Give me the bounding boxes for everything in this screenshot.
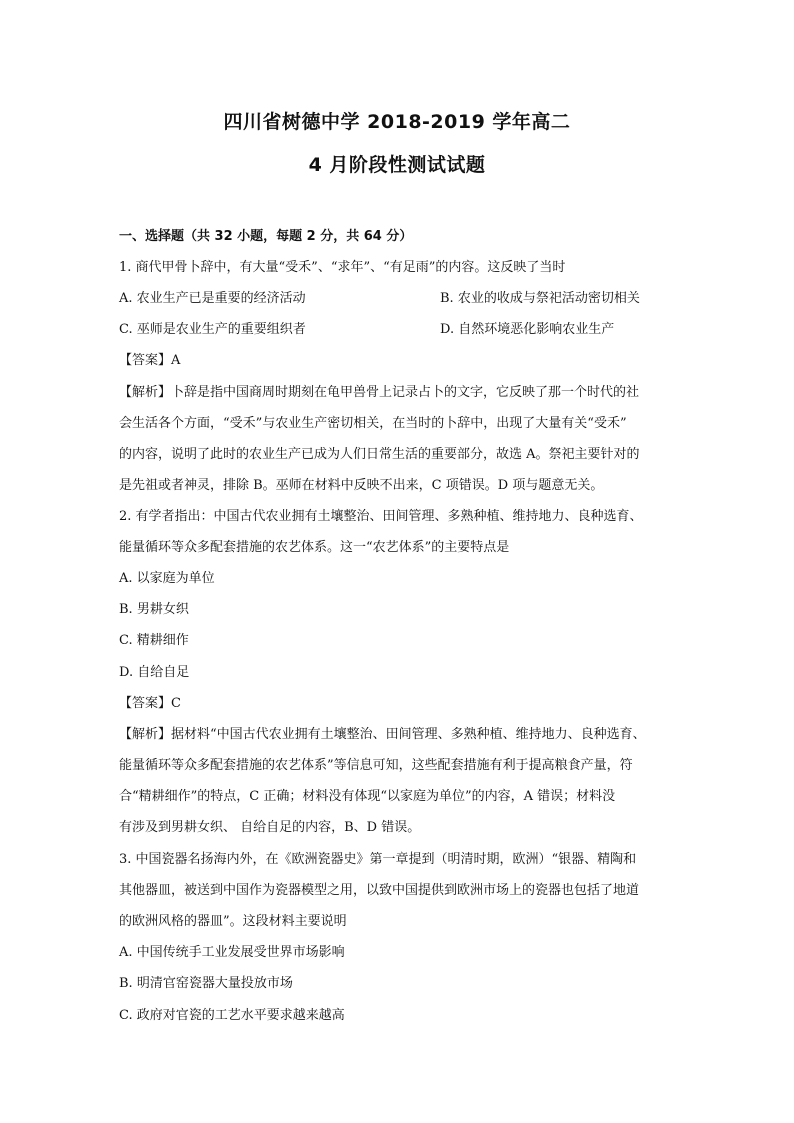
question-1-analysis-line: 是先祖或者神灵，排除 B。巫师在材料中反映不出来，C 项错误。D 项与题意无关。 bbox=[119, 478, 604, 493]
question-1-option-c: C. 巫师是农业生产的重要组织者 bbox=[119, 322, 306, 337]
question-2-stem-line: 2. 有学者指出：中国古代农业拥有土壤整治、田间管理、多熟种植、维持地力、良种选育、 bbox=[119, 509, 643, 524]
document-title-line-2: 4 月阶段性测试试题 bbox=[308, 154, 486, 176]
question-1-answer: 【答案】A bbox=[119, 353, 181, 368]
question-3-stem-line: 的欧洲风格的器皿”。这段材料主要说明 bbox=[119, 914, 347, 929]
question-3-option-b: B. 明清官窑瓷器大量投放市场 bbox=[119, 976, 293, 991]
question-2-analysis-line: 【解析】据材料“中国古代农业拥有土壤整治、田间管理、多熟种植、维持地力、良种选育、 bbox=[119, 727, 646, 742]
document-title-line-1: 四川省树德中学 2018-2019 学年高二 bbox=[223, 111, 571, 133]
question-1-analysis-line: 【解析】卜辞是指中国商周时期刻在龟甲兽骨上记录占卜的文字，它反映了那一个时代的社 bbox=[119, 385, 640, 400]
question-3-stem-line: 其他器皿，被送到中国作为瓷器模型之用，以致中国提供到欧洲市场上的瓷器也包括了地道 bbox=[119, 883, 640, 898]
question-3-option-c: C. 政府对官瓷的工艺水平要求越来越高 bbox=[119, 1008, 345, 1023]
question-3-stem-line: 3. 中国瓷器名扬海内外，在《欧洲瓷器史》第一章提到（明清时期，欧洲）“银器、精陶和 bbox=[119, 852, 637, 867]
question-2-option-c: C. 精耕细作 bbox=[119, 633, 189, 648]
question-2-option-b: B. 男耕女织 bbox=[119, 602, 189, 617]
question-1-option-d: D. 自然环境恶化影响农业生产 bbox=[440, 322, 615, 337]
question-1-analysis-line: 会生活各个方面，“受禾”与农业生产密切相关，在当时的卜辞中，出现了大量有关“受禾” bbox=[119, 416, 627, 431]
question-2-analysis-line: 有涉及到男耕女织、 自给自足的内容，B、D 错误。 bbox=[119, 820, 421, 835]
question-2-analysis-line: 能量循环等众多配套措施的农艺体系”等信息可知，这些配套措施有利于提高粮食产量，符 bbox=[119, 758, 633, 773]
question-2-option-d: D. 自给自足 bbox=[119, 665, 190, 680]
question-2-analysis-line: 合“精耕细作”的特点，C 正确；材料没有体现“以家庭为单位”的内容，A 错误；材料没 bbox=[119, 789, 616, 804]
question-1-analysis-line: 的内容，说明了此时的农业生产已成为人们日常生活的重要部分，故选 A。祭祀主要针对的 bbox=[119, 447, 640, 462]
question-3-option-a: A. 中国传统手工业发展受世界市场影响 bbox=[119, 945, 345, 960]
question-1-stem: 1. 商代甲骨卜辞中，有大量“受禾”、“求年”、“有足雨”的内容。这反映了当时 bbox=[119, 260, 566, 275]
question-1-option-a: A. 农业生产已是重要的经济活动 bbox=[119, 291, 306, 306]
question-2-option-a: A. 以家庭为单位 bbox=[119, 571, 215, 586]
question-1-option-b: B. 农业的收成与祭祀活动密切相关 bbox=[440, 291, 640, 306]
question-2-stem-line: 能量循环等众多配套措施的农艺体系。这一“农艺体系”的主要特点是 bbox=[119, 540, 510, 555]
question-2-answer: 【答案】C bbox=[119, 696, 181, 711]
section-heading: 一、选择题（共 32 小题，每题 2 分，共 64 分） bbox=[119, 229, 413, 244]
